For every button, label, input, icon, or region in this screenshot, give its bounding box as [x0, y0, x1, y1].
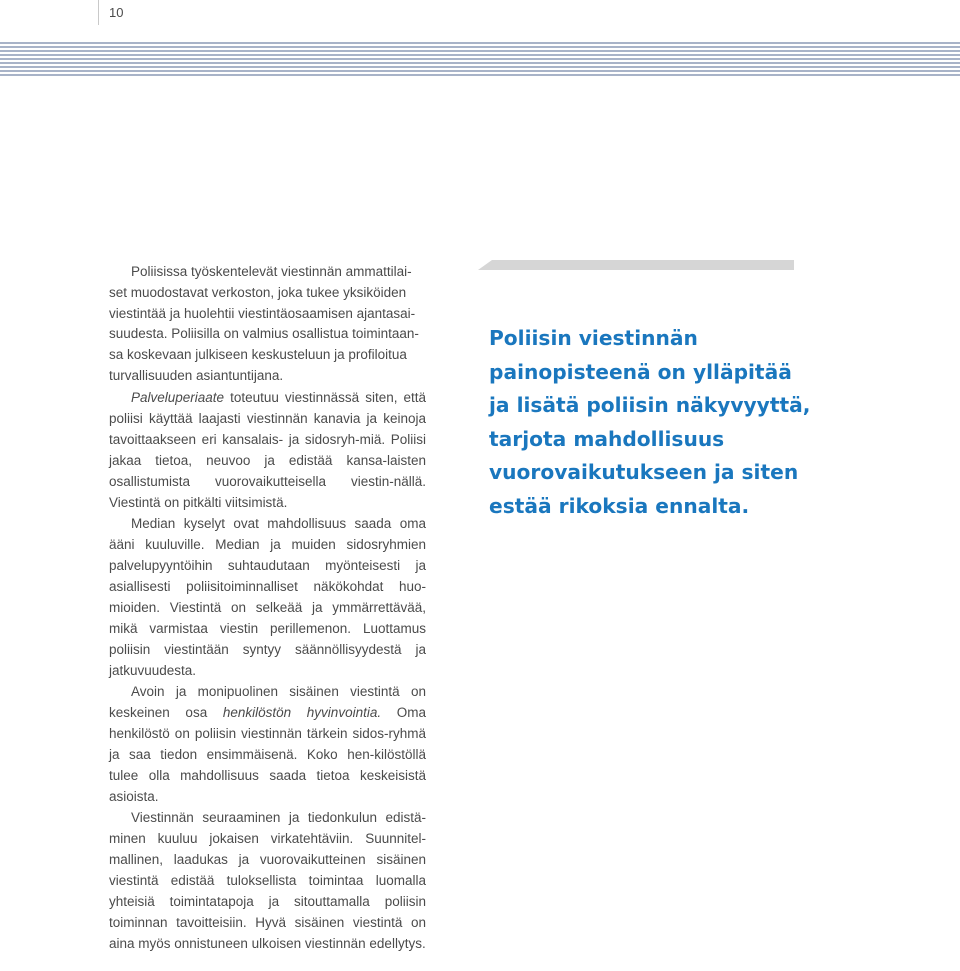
pull-quote-block	[478, 260, 811, 523]
p1-line: sa koskevaan julkiseen keskusteluun ja profiloitua	[109, 347, 407, 363]
page-number-box	[0, 0, 124, 25]
pull-quote-line: vuorovaikutukseen ja siten	[489, 460, 799, 484]
p1-line: viestintää ja huolehtii viestintäosaamisen ajantasai-	[109, 305, 416, 321]
p4-emphasis: henkilöstön hyvinvointia.	[222, 704, 382, 720]
pull-quote-line: estää rikoksia ennalta.	[489, 493, 750, 518]
pull-quote	[489, 322, 811, 523]
paragraph-5: Viestinnän seuraaminen ja tiedonkulun edistä-minen kuuluu jokaisen virkatehtäviin. Suunnitel-mallinen, laadukas ja vuorovaikutteinen sisäinen viestintä edistää tuloksellista toimintaa luomalla yhteisiä toimintatapoja ja sitouttamalla poliisin toiminnan tavoitteisiin. Hyvä sisäinen viestintä on aina myös onnistuneen ulkoisen viestinnän edellytys.	[109, 809, 426, 951]
pull-quote-line: ja lisätä poliisin näkyvyyttä,	[489, 393, 811, 417]
pull-quote-line: tarjota mahdollisuus	[489, 426, 725, 451]
header-stripes	[0, 42, 960, 76]
paragraph-4	[109, 681, 426, 807]
pull-quote-line: painopisteenä on ylläpitää	[489, 359, 792, 384]
page-number: 10	[109, 5, 124, 20]
p4-text-after: Oma henkilöstö on poliisin viestinnän tärkein sidos-ryhmä ja saa tiedon ensimmäisenä. Koko hen-kilöstöllä tulee olla mahdollisuus saada tietoa keskeisistä asioista.	[109, 704, 426, 804]
body-text-column	[109, 262, 426, 954]
pull-quote-line: Poliisin viestinnän	[489, 326, 698, 350]
pull-quote-bar	[478, 260, 794, 270]
p1-line: turvallisuuden asiantuntijana.	[109, 367, 284, 383]
paragraph-2	[109, 387, 426, 513]
paragraph-1	[109, 262, 426, 387]
paragraph-3: Median kyselyt ovat mahdollisuus saada oma ääni kuuluville. Median ja muiden sidosryhmien palvelupyyntöihin suhtaudutaan myönteisesti ja asiallisesti poliisitoiminnalliset näkökohdat huo-mioiden. Viestintä on selkeää ja ymmärrettävää, mikä varmistaa viestin perillemenon. Luottamus poliisin viestintään syntyy säännöllisyydestä ja jatkuvuudesta.	[109, 515, 426, 678]
p4-text-before: Avoin ja monipuolinen sisäinen viestintä on keskeinen osa	[109, 683, 426, 720]
p1-line: set muodostavat verkoston, joka tukee yksiköiden	[109, 284, 407, 300]
p2-text: toteutuu viestinnässä siten, että poliisi käyttää laajasti viestinnän kanavia ja keinoja tavoittaakseen eri kansalais- ja sidosryh-miä. Poliisi jakaa tietoa, neuvoo ja edistää kansa-laisten osallistumista vuorovaikutteisella viestin-nällä. Viestintä on pitkälti viitsimistä.	[109, 389, 426, 510]
p2-emphasis: Palveluperiaate	[131, 389, 225, 405]
p1-line: Poliisissa työskentelevät viestinnän ammattilai-	[131, 264, 412, 279]
p1-line: suudesta. Poliisilla on valmius osallistua toimintaan-	[109, 326, 419, 342]
